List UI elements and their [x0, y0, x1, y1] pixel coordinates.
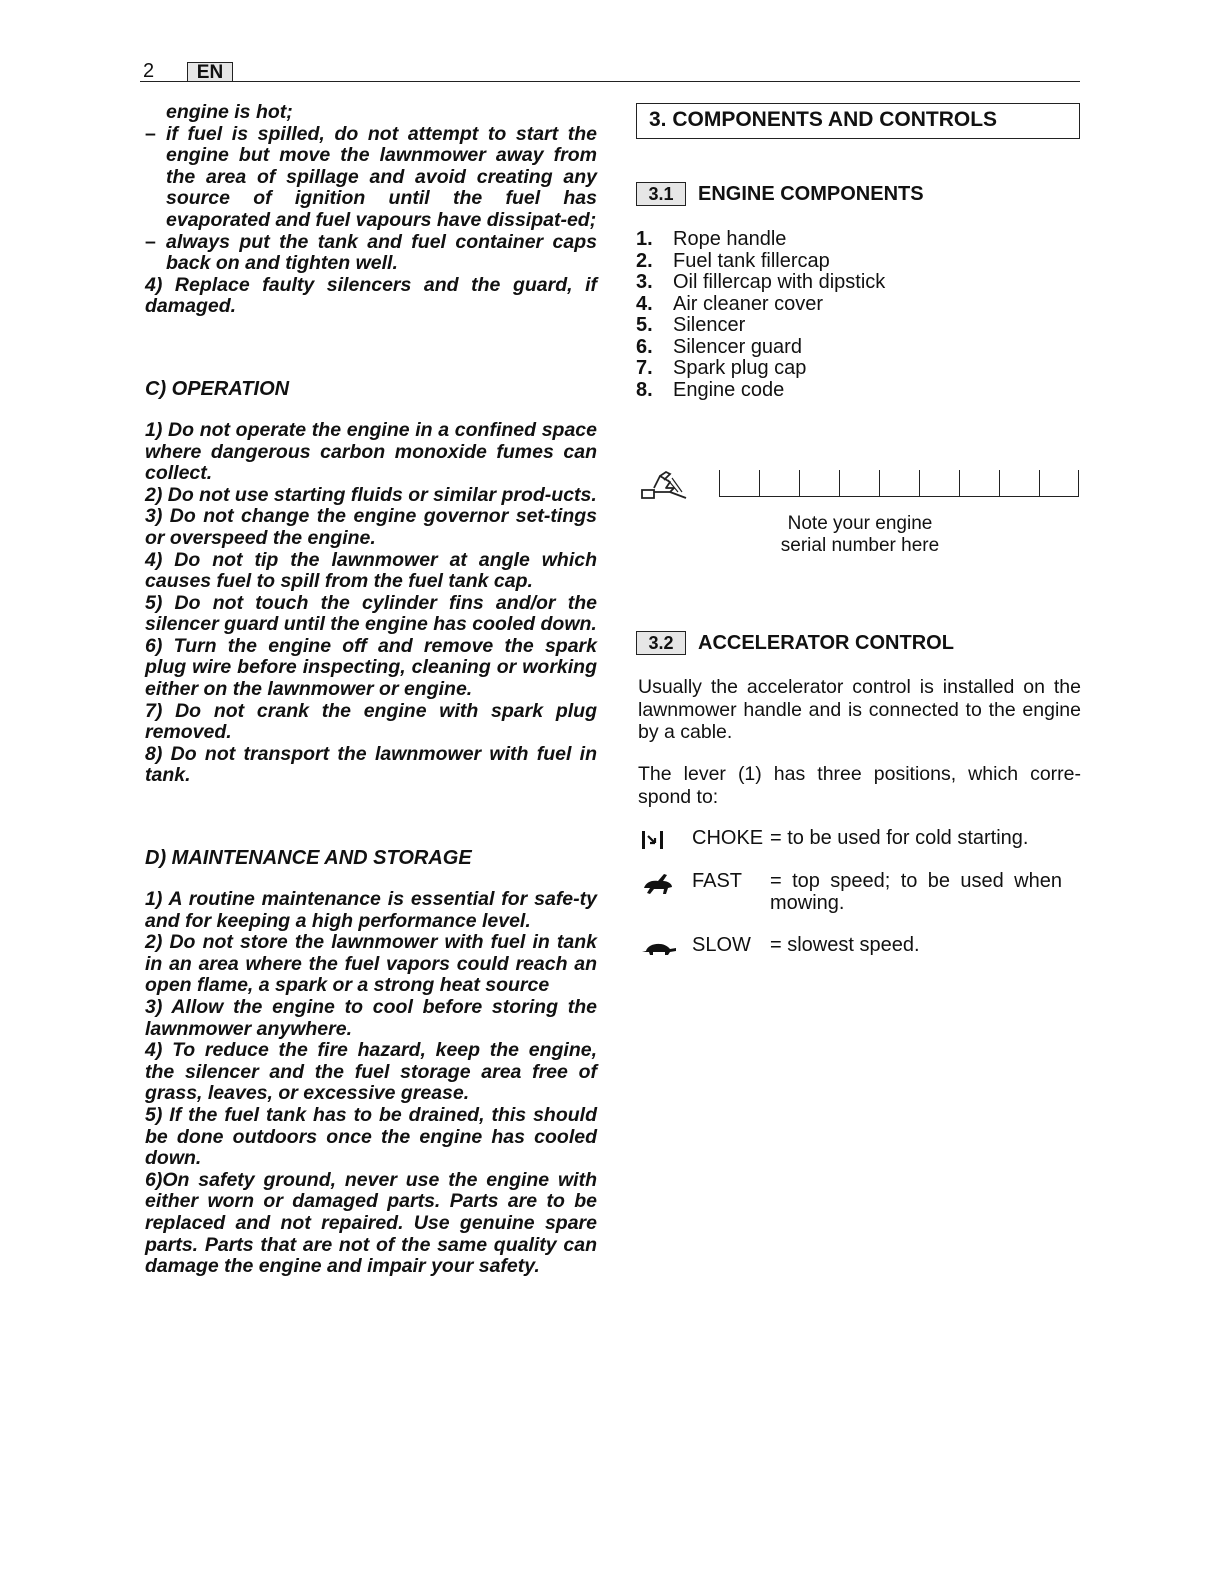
maintenance-item: 5) If the fuel tank has to be drained, this should be done outdoors once the engine has cooled down.	[145, 1103, 597, 1170]
maintenance-heading: D) MAINTENANCE AND STORAGE	[145, 847, 472, 870]
maintenance-item: 2) Do not store the lawnmower with fuel in tank in an area where the fuel vapors could reach an open flame, a spark or a strong heat source	[145, 931, 597, 997]
item-number: 3.	[636, 271, 653, 293]
list-item	[636, 337, 885, 359]
list-item	[636, 251, 885, 273]
engine-components-heading	[636, 182, 924, 206]
lever-name: FAST	[692, 870, 743, 892]
item-label: Air cleaner cover	[673, 292, 824, 315]
operation-item: 5) Do not touch the cylinder fins and/or the silencer guard until the engine has cooled down.	[145, 591, 597, 636]
lever-name: SLOW	[692, 934, 751, 956]
page-number: 2	[143, 60, 155, 82]
list-item	[636, 358, 885, 380]
maintenance-item: 1) A routine maintenance is essential for safe-ty and for keeping a high performance level.	[145, 888, 597, 932]
maintenance-item: 4) To reduce the fire hazard, keep the engine, the silencer and the fuel storage area free of grass, leaves, or excessive grease.	[145, 1039, 597, 1105]
item-label: Rope handle	[673, 228, 787, 250]
serial-note-line: Note your engine	[787, 513, 933, 534]
writing-hand-icon	[640, 468, 688, 500]
box-divider	[1039, 470, 1040, 496]
serial-note	[740, 513, 980, 557]
item-label: Fuel tank fillercap	[673, 249, 830, 272]
serial-note-line: serial number here	[780, 535, 940, 556]
list-item	[636, 229, 885, 251]
box-divider	[959, 470, 960, 496]
main-title: 3. COMPONENTS AND CONTROLS	[649, 108, 998, 131]
box-divider	[919, 470, 920, 496]
list-item	[636, 315, 885, 337]
box-divider	[759, 470, 760, 496]
item-number: 1.	[636, 228, 653, 250]
maintenance-item: 6)On safety ground, never use the engine with either worn or damaged parts. Parts are to be replaced and not repaired. Use genuine spare parts. Parts that are not of the same quality can damage the engine and impair your safety.	[145, 1168, 597, 1278]
box-divider	[999, 470, 1000, 496]
item-number: 6.	[636, 335, 653, 358]
item-label: Engine code	[673, 378, 785, 401]
section-number: 3.2	[636, 631, 686, 655]
intro-item: 4) Replace faulty silencers and the guard, if damaged.	[145, 273, 597, 318]
operation-item: 2) Do not use starting fluids or similar prod-ucts.	[145, 483, 597, 506]
main-title-box	[636, 103, 1080, 139]
operation-item: 4) Do not tip the lawnmower at angle which causes fuel to spill from the fuel tank cap.	[145, 548, 597, 593]
item-label: Silencer guard	[673, 335, 802, 358]
operation-item: 7) Do not crank the engine with spark plug removed.	[145, 699, 597, 744]
language-badge: EN	[187, 62, 233, 82]
list-item	[636, 380, 885, 402]
item-number: 8.	[636, 378, 653, 401]
lever-description: = top speed; to be used when mowing.	[770, 870, 1062, 914]
components-list	[636, 229, 885, 401]
lever-name: CHOKE	[692, 827, 764, 849]
item-label: Spark plug cap	[673, 357, 807, 379]
item-label: Silencer	[673, 314, 746, 336]
lever-position-slow	[640, 934, 1062, 960]
item-label: Oil fillercap with dipstick	[673, 271, 886, 293]
maintenance-item: 3) Allow the engine to cool before storing the lawnmower anywhere.	[145, 996, 597, 1040]
accelerator-paragraph: The lever (1) has three positions, which corre-spond to:	[638, 763, 1081, 808]
lever-description: = slowest speed.	[770, 934, 920, 956]
lever-description: = to be used for cold starting.	[770, 827, 1029, 849]
box-divider	[799, 470, 800, 496]
accelerator-heading	[636, 631, 954, 655]
header-rule	[140, 81, 1080, 82]
intro-bullet: – if fuel is spilled, do not attempt to start the engine but move the lawnmower away from the area of spillage and avoid creating any source of ignition until the fuel has evaporated and fuel vapours have dissipat-ed;	[145, 124, 597, 232]
choke-icon	[640, 827, 684, 853]
operation-item: 6) Turn the engine off and remove the spark plug wire before inspecting, cleaning or working either on the lawnmower or engine.	[145, 634, 597, 701]
box-divider	[839, 470, 840, 496]
section-title: ENGINE COMPONENTS	[698, 182, 924, 205]
left-column	[145, 102, 597, 1278]
list-item	[636, 272, 885, 294]
operation-heading: C) OPERATION	[145, 377, 290, 400]
lever-position-fast	[640, 870, 1062, 914]
box-divider	[879, 470, 880, 496]
item-number: 4.	[636, 292, 653, 315]
item-number: 2.	[636, 249, 653, 272]
intro-bullet: – always put the tank and fuel container caps back on and tighten well.	[145, 232, 597, 275]
list-item	[636, 294, 885, 316]
box-divider	[1078, 470, 1079, 496]
operation-item: 1) Do not operate the engine in a confined space where dangerous carbon monoxide fumes can collect.	[145, 418, 597, 485]
item-number: 7.	[636, 357, 653, 379]
operation-item: 8) Do not transport the lawnmower with fuel in tank.	[145, 742, 597, 787]
box-divider	[719, 470, 720, 496]
operation-item: 3) Do not change the engine governor set-tings or overspeed the engine.	[145, 505, 597, 549]
intro-line: engine is hot;	[166, 101, 293, 123]
hare-icon	[640, 870, 684, 896]
lever-position-choke	[640, 827, 1062, 853]
serial-number-field	[719, 470, 1079, 497]
tortoise-icon	[640, 934, 684, 960]
section-number: 3.1	[636, 182, 686, 206]
item-number: 5.	[636, 314, 653, 336]
accelerator-paragraph: Usually the accelerator control is installed on the lawnmower handle and is connected to the engine by a cable.	[638, 676, 1081, 743]
section-title: ACCELERATOR CONTROL	[698, 631, 954, 654]
